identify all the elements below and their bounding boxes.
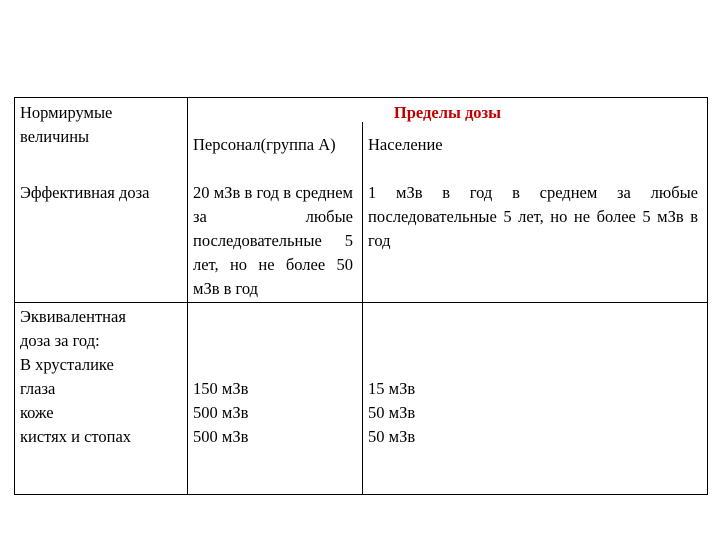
row-equivalent-dose-name: Эквивалентная доза за год: В хрусталике глаза коже кистях и стопах <box>20 307 132 446</box>
row-divider <box>15 302 707 303</box>
header-personnel: Персонал(группа А) <box>193 135 336 154</box>
row-effective-dose-personnel: 20 мЗв в год в среднем за любые последовательные 5 лет, но не более 50 мЗв в год <box>193 183 353 298</box>
header-quantities: Нормирумые величины <box>20 103 113 146</box>
column-divider-1 <box>187 98 188 494</box>
row-equivalent-dose-population: 15 мЗв 50 мЗв 50 мЗв <box>368 379 416 446</box>
column-divider-2 <box>362 122 363 494</box>
header-population: Население <box>368 135 443 154</box>
row-equivalent-dose-personnel: 150 мЗв 500 мЗв 500 мЗв <box>193 379 249 446</box>
dose-limits-table <box>14 97 708 495</box>
row-effective-dose-population: 1 мЗв в год в среднем за любые последовательные 5 лет, но не более 5 мЗв в год <box>368 183 698 250</box>
row-effective-dose-name: Эффективная доза <box>20 183 150 202</box>
header-dose-limits: Пределы дозы <box>393 103 502 122</box>
